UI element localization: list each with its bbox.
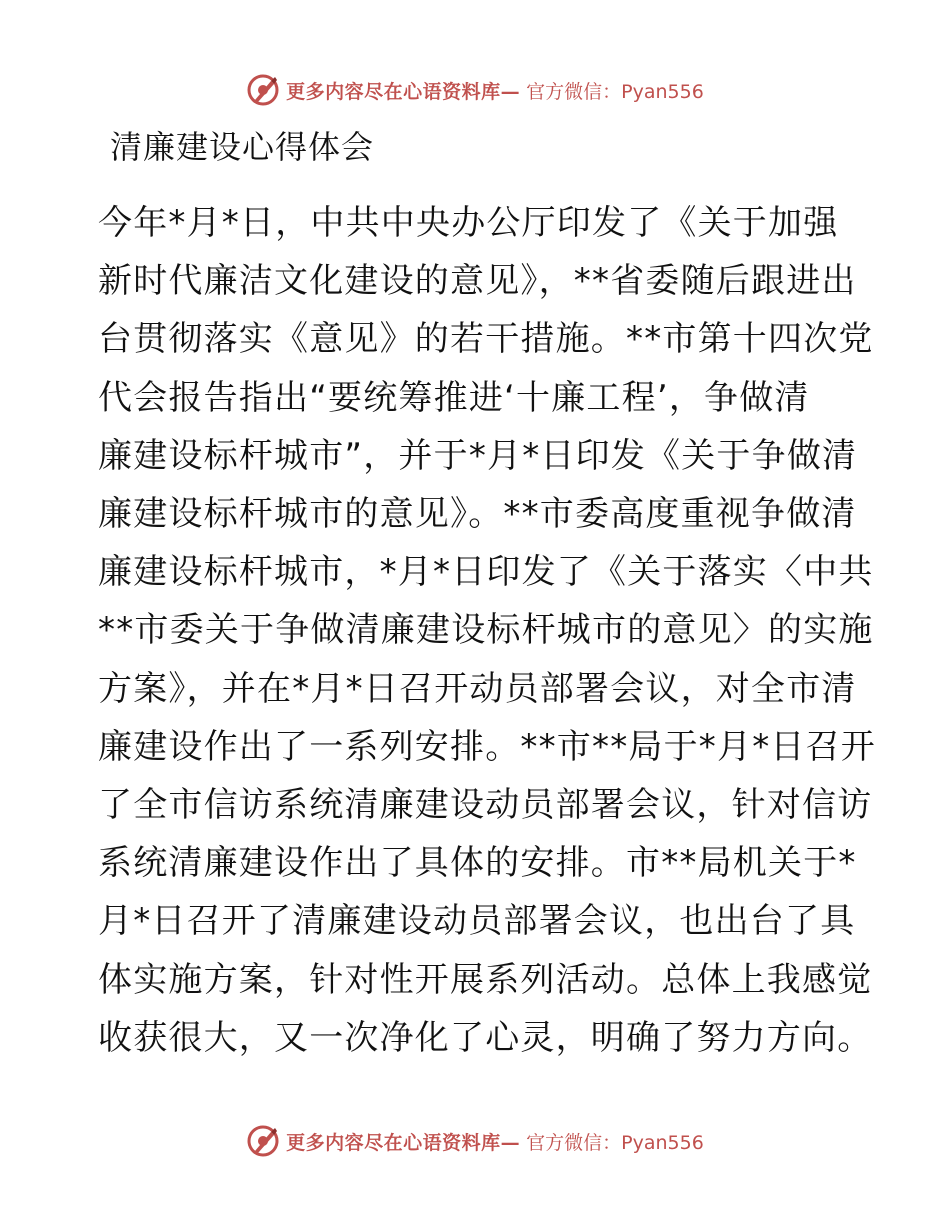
body-line: 收获很大，又一次净化了心灵，明确了努力方向。	[98, 1017, 873, 1058]
pen-logo-icon	[246, 73, 280, 107]
document-body	[98, 194, 876, 1067]
body-line: 廉建设作出了一系列安排。**市**局于*月*日召开	[98, 726, 876, 767]
document-title: 清廉建设心得体会	[110, 128, 375, 166]
body-line: 新时代廉洁文化建设的意见》，**省委随后跟进出	[98, 261, 857, 302]
body-line: 台贯彻落实《意见》的若干措施。**市第十四次党	[98, 319, 874, 360]
body-line: 廉建设标杆城市的意见》。**市委高度重视争做清	[98, 494, 857, 535]
body-line: 今年*月*日，中共中央办公厅印发了《关于加强	[98, 203, 839, 243]
watermark-text: 更多内容尽在心语资料库—	[286, 1131, 521, 1154]
header-watermark-banner	[0, 70, 950, 110]
body-line: 廉建设标杆城市，*月*日印发了《关于落实〈中共	[98, 552, 874, 593]
body-line: 系统清廉建设作出了具体的安排。市**局机关于*	[98, 843, 857, 884]
watermark-text: 更多内容尽在心语资料库—	[286, 80, 521, 103]
body-line: 月*日召开了清廉建设动员部署会议，也出台了具	[98, 901, 856, 942]
body-line: 廉建设标杆城市”，并于*月*日印发《关于争做清	[98, 435, 858, 476]
pen-logo-icon	[246, 1124, 280, 1158]
watermark-contact: 官方微信：Pyan556	[526, 1131, 704, 1154]
body-line: **市委关于争做清廉建设标杆城市的意见〉的实施	[98, 610, 874, 651]
watermark-contact: 官方微信：Pyan556	[526, 80, 704, 103]
body-line: 体实施方案，针对性开展系列活动。总体上我感觉	[98, 959, 873, 1000]
body-line: 代会报告指出“要统筹推进‘十廉工程’，争做清	[98, 377, 810, 418]
footer-watermark-banner	[0, 1121, 950, 1161]
body-line: 了全市信访系统清廉建设动员部署会议，针对信访	[98, 785, 873, 826]
body-line: 方案》，并在*月*日召开动员部署会议，对全市清	[98, 668, 857, 709]
